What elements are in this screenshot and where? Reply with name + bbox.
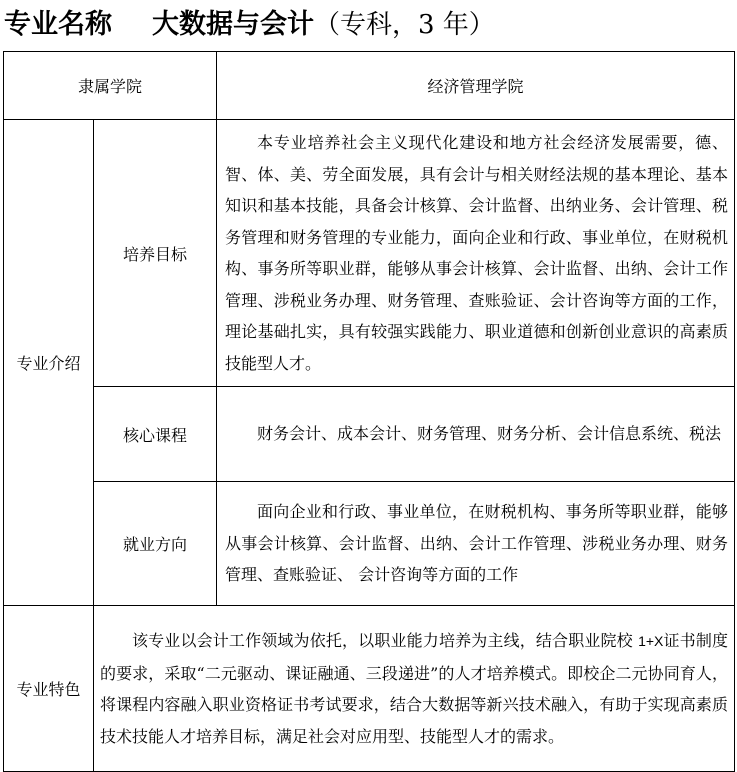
- features-label: 专业特色: [4, 606, 94, 772]
- features-text-1x: 1+X: [638, 633, 664, 649]
- major-info-table: [3, 51, 735, 772]
- document-title: [4, 4, 495, 44]
- college-row: [4, 52, 735, 120]
- features-text-part1: 该专业以会计工作领域为依托，以职业能力培养为主线，结合职业院校: [132, 631, 639, 650]
- features-cell: [94, 606, 735, 772]
- title-major: 大数据与会计: [152, 9, 314, 40]
- title-label: 专业名称: [4, 9, 112, 40]
- career-row: [4, 482, 735, 606]
- title-level: （专科，3 年）: [314, 10, 495, 40]
- courses-label: 核心课程: [94, 387, 217, 482]
- career-text: 面向企业和行政、事业单位，在财税机构、事务所等职业群，能够从事会计核算、会计监督、出纳、会计工作管理、涉税业务办理、财务管理、查账验证、 会计咨询等方面的工作: [225, 502, 729, 585]
- career-label: 就业方向: [94, 482, 217, 606]
- courses-text: 财务会计、成本会计、财务管理、财务分析、会计信息系统、税法: [257, 424, 722, 444]
- career-cell: [217, 482, 735, 606]
- goal-cell: [217, 120, 735, 387]
- features-row: [4, 606, 735, 772]
- goal-row: [4, 120, 735, 387]
- goal-label: 培养目标: [94, 120, 217, 387]
- courses-cell: [217, 387, 735, 482]
- features-text-part2: 证书制度的要求，采取“二元驱动、课证融通、三段递进”的人才培养模式。即校企二元协同育人，将课程内容融入职业资格证书考试要求，结合大数据等新兴技术融入，有助于实现高素质技术技能人才培养目标，满足社会对应用型、技能型人才的需求。: [100, 631, 729, 746]
- features-text: [94, 621, 734, 756]
- intro-label: 专业介绍: [4, 120, 94, 606]
- courses-row: [4, 387, 735, 482]
- college-value: 经济管理学院: [217, 52, 735, 120]
- college-label: 隶属学院: [4, 52, 217, 120]
- goal-text: 本专业培养社会主义现代化建设和地方社会经济发展需要，德、智、体、美、劳全面发展，具有会计与相关财经法规的基本理论、基本知识和基本技能，具备会计核算、会计监督、出纳业务、会计管理、税务管理和财务管理的专业能力，面向企业和行政、事业单位，在财税机构、事务所等职业群，能够从事会计核算、会计监督、出纳、会计工作管理、涉税业务办理、财务管理、查账验证、会计咨询等方面的工作，理论基础扎实，具有较强实践能力、职业道德和创新创业意识的高素质技能型人才。: [225, 133, 729, 373]
